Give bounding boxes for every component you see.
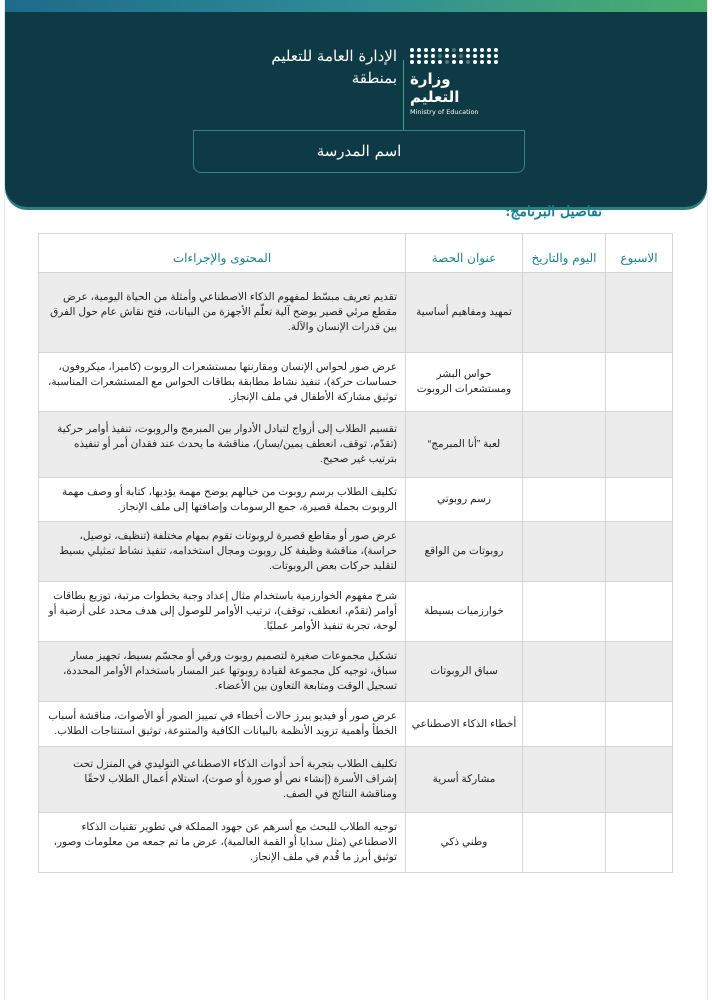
date-cell xyxy=(523,353,606,412)
date-cell xyxy=(523,702,606,747)
table-row xyxy=(39,642,673,702)
week-cell xyxy=(606,522,673,582)
title-cell: وطني ذكي xyxy=(406,813,523,873)
table-row xyxy=(39,582,673,642)
week-cell xyxy=(606,813,673,873)
admin-line-2: بمنطقة xyxy=(351,69,397,87)
week-cell xyxy=(606,642,673,702)
week-cell xyxy=(606,582,673,642)
week-cell xyxy=(606,412,673,478)
content-cell: عرض صور أو مقاطع قصيرة لروبوتات تقوم بمهام مختلفة (تنظيف، توصيل، حراسة)، مناقشة وظيفة كل روبوت ومجال استخدامه، تنفيذ نشاط تمثيلي بسيط لتقليد حركات بعض الروبوتات. xyxy=(39,522,406,582)
content-cell: تكليف الطلاب برسم روبوت من خيالهم يوضح مهمة يؤديها، كتابة أو وصف مهمة الروبوت بجملة قصيرة، جمع الرسومات وإضافتها إلى ملف الإنجاز. xyxy=(39,478,406,522)
table-row xyxy=(39,813,673,873)
title-cell: روبوتات من الواقع xyxy=(406,522,523,582)
table-row xyxy=(39,702,673,747)
date-cell xyxy=(523,273,606,353)
week-cell xyxy=(606,273,673,353)
table-row xyxy=(39,478,673,522)
program-table xyxy=(38,233,673,873)
section-title: تفاصيل البرنامج: xyxy=(505,204,602,220)
week-cell xyxy=(606,747,673,813)
content-cell: تقديم تعريف مبسّط لمفهوم الذكاء الاصطناعي وأمثلة من الحياة اليومية، عرض مقطع مرئي قصير يوضح آلية تعلّم الأجهزة من البيانات، فتح نقاش عام حول الفرق بين قدرات الإنسان والآلة. xyxy=(39,273,406,353)
content-cell: شرح مفهوم الخوارزمية باستخدام مثال إعداد وجبة بخطوات مرتبة، توزيع بطاقات أوامر (تقدّم، انعطف، توقف)، ترتيب الأوامر للوصول إلى هدف محدد على أرضية أو لوحة، تجربة تنفيذ الأوامر عمليًا. xyxy=(39,582,406,642)
logo-arabic-text: وزارة التعليم xyxy=(410,70,460,106)
title-cell: رسم روبوتي xyxy=(406,478,523,522)
content-cell: عرض صور أو فيديو يبرز حالات أخطاء في تمييز الصور أو الأصوات، مناقشة أسباب الخطأ وأهمية تزويد الأنظمة بالبيانات الكافية والمتنوعة، توثيق استنتاجات الطلاب. xyxy=(39,702,406,747)
table-row xyxy=(39,747,673,813)
table-row xyxy=(39,353,673,412)
title-cell: أخطاء الذكاء الاصطناعي xyxy=(406,702,523,747)
table-row xyxy=(39,522,673,582)
content-cell: تشكيل مجموعات صغيرة لتصميم روبوت ورقي أو مجسّم بسيط، تجهيز مسار سباق، توجيه كل مجموعة لقيادة روبوتها عبر المسار باستخدام الأوامر المحددة، تسجيل الوقت ومتابعة التعاون بين الأعضاء. xyxy=(39,642,406,702)
content-cell: تكليف الطلاب بتجربة أحد أدوات الذكاء الاصطناعي التوليدي في المنزل تحت إشراف الأسرة (إنشاء نص أو صورة أو صوت)، استلام أعمال الطلاب لاحقًا ومناقشة النتائج في الصف. xyxy=(39,747,406,813)
content-cell: عرض صور لحواس الإنسان ومقارنتها بمستشعرات الروبوت (كاميرا، ميكروفون، حساسات حركة)، تنفيذ نشاط مطابقة بطاقات الحواس مع المستشعرات المناسبة، توثيق مشاركة الأطفال في ملف الإنجاز. xyxy=(39,353,406,412)
date-cell xyxy=(523,747,606,813)
week-cell xyxy=(606,353,673,412)
date-cell xyxy=(523,642,606,702)
logo-dots-icon xyxy=(410,48,505,64)
title-cell: لعبة ”أنا المبرمج“ xyxy=(406,412,523,478)
administration-name xyxy=(271,45,397,89)
title-cell: تمهيد ومفاهيم أساسية xyxy=(406,273,523,353)
ministry-logo xyxy=(410,48,505,116)
col-content: المحتوى والإجراءات xyxy=(39,234,406,273)
logo-english-text: Ministry of Education xyxy=(410,108,479,116)
week-cell xyxy=(606,702,673,747)
table-row xyxy=(39,412,673,478)
date-cell xyxy=(523,478,606,522)
content-cell: تقسيم الطلاب إلى أزواج لتبادل الأدوار بين المبرمج والروبوت، تنفيذ أوامر حركية (تقدّم، توقف، انعطف يمين/يسار)، مناقشة ما يحدث عند فقدان أمر أو تنفيذه بترتيب غير صحيح. xyxy=(39,412,406,478)
title-cell: حواس البشر ومستشعرات الروبوت xyxy=(406,353,523,412)
date-cell xyxy=(523,582,606,642)
col-title: عنوان الحصة xyxy=(406,234,523,273)
col-week: الاسبوع xyxy=(606,234,673,273)
admin-line-1: الإدارة العامة للتعليم xyxy=(271,47,397,65)
week-cell xyxy=(606,478,673,522)
title-cell: سباق الروبوتات xyxy=(406,642,523,702)
table-row xyxy=(39,273,673,353)
date-cell xyxy=(523,813,606,873)
school-name-box: اسم المدرسة xyxy=(193,130,525,173)
title-cell: مشاركة أسرية xyxy=(406,747,523,813)
title-cell: خوارزميات بسيطة xyxy=(406,582,523,642)
table-header-row xyxy=(39,234,673,273)
content-cell: توجيه الطلاب للبحث مع أسرهم عن جهود المملكة في تطوير تقنيات الذكاء الاصطناعي (مثل سدايا أو القمة العالمية)، عرض ما تم جمعه من معلومات وصور، توثيق أبرز ما قُدم في ملف الإنجاز. xyxy=(39,813,406,873)
header-banner xyxy=(5,12,707,207)
col-date: اليوم والتاريخ xyxy=(523,234,606,273)
date-cell xyxy=(523,522,606,582)
date-cell xyxy=(523,412,606,478)
